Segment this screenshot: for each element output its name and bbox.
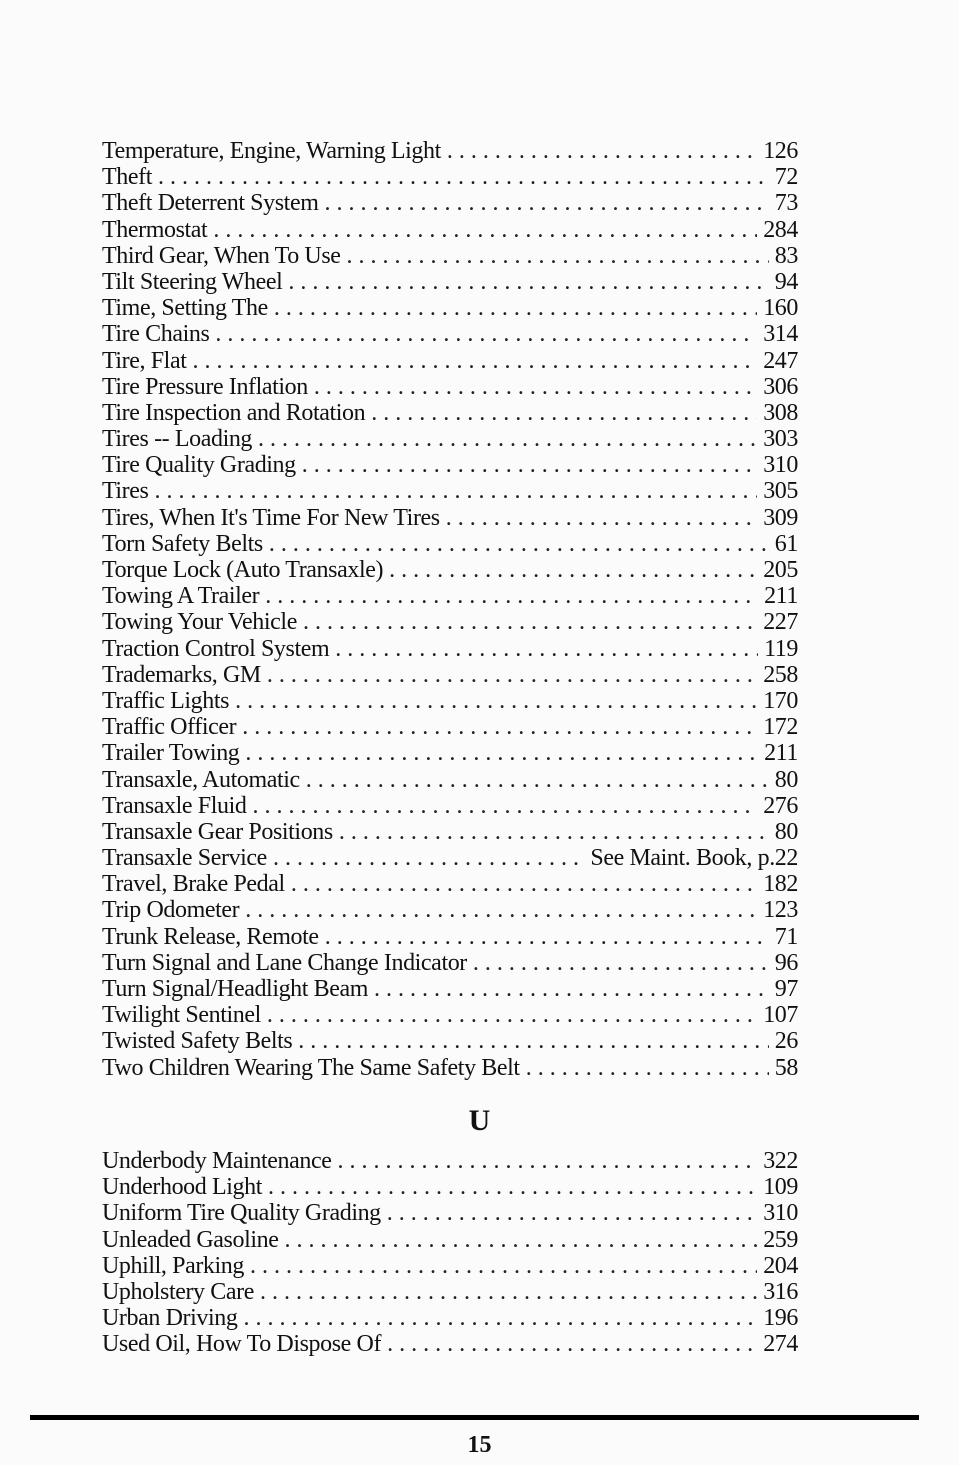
entry-page: 97 xyxy=(774,976,798,1002)
entry-page: 308 xyxy=(763,399,798,426)
index-entry xyxy=(102,1331,798,1357)
entry-page: 322 xyxy=(763,1148,798,1174)
entry-label: Transaxle Fluid xyxy=(102,792,247,819)
entry-page: 96 xyxy=(774,949,798,976)
entry-label: Tire Pressure Inflation xyxy=(102,373,308,400)
entry-label: Time, Setting The xyxy=(102,295,268,322)
entry-page: 276 xyxy=(763,792,798,819)
index-entry xyxy=(102,1028,798,1054)
index-entry xyxy=(102,793,798,819)
index-entry xyxy=(102,1253,798,1279)
index-entry xyxy=(102,164,798,190)
entry-page: 71 xyxy=(774,923,798,950)
entry-label: Temperature, Engine, Warning Light xyxy=(102,138,441,164)
index-entry xyxy=(102,1002,798,1028)
entry-page: 205 xyxy=(763,557,798,583)
entry-page: 94 xyxy=(774,268,798,295)
dot-leader xyxy=(260,1279,757,1305)
index-entry xyxy=(102,845,798,871)
index-entry xyxy=(102,190,798,216)
dot-leader xyxy=(325,924,769,950)
dot-leader xyxy=(274,295,757,321)
entry-label: Tire Chains xyxy=(102,321,210,348)
dot-leader xyxy=(347,243,769,269)
entry-label: Turn Signal and Lane Change Indicator xyxy=(102,949,467,976)
dot-leader xyxy=(245,740,758,766)
dot-leader xyxy=(302,452,757,478)
entry-page: 80 xyxy=(774,818,798,845)
dot-leader xyxy=(215,321,757,347)
entry-label: Turn Signal/Headlight Beam xyxy=(102,976,369,1002)
index-entry xyxy=(102,688,798,714)
dot-leader xyxy=(267,1002,757,1028)
dot-leader xyxy=(447,138,757,164)
index-entry xyxy=(102,321,798,347)
entry-label: Travel, Brake Pedal xyxy=(102,871,285,898)
entry-label: Tires xyxy=(102,478,149,505)
entry-page: 306 xyxy=(763,373,798,400)
entry-label: Torn Safety Belts xyxy=(102,530,263,557)
index-entry xyxy=(102,348,798,374)
entry-label: Trademarks, GM xyxy=(102,661,261,688)
entry-page: 160 xyxy=(763,295,798,322)
entry-label: Thermostat xyxy=(102,216,208,243)
entry-label: Tires, When It's Time For New Tires xyxy=(102,504,440,531)
entry-page: 26 xyxy=(774,1028,798,1055)
index-entry xyxy=(102,426,798,452)
dot-leader xyxy=(298,1028,769,1054)
entry-label: Transaxle, Automatic xyxy=(102,766,300,793)
entry-label: Towing Your Vehicle xyxy=(102,609,297,636)
index-entry xyxy=(102,531,798,557)
dot-leader xyxy=(243,1305,757,1331)
index-entry xyxy=(102,976,798,1002)
entry-page: 80 xyxy=(774,766,798,793)
entry-label: Trunk Release, Remote xyxy=(102,923,319,950)
entry-label: Two Children Wearing The Same Safety Belt xyxy=(102,1054,520,1081)
entry-page: See Maint. Book, p.22 xyxy=(590,845,798,872)
dot-leader xyxy=(526,1055,769,1081)
index-entry xyxy=(102,1227,798,1253)
entry-label: Towing A Trailer xyxy=(102,583,260,610)
dot-leader xyxy=(269,531,769,557)
entry-page: 274 xyxy=(763,1331,798,1358)
entry-page: 182 xyxy=(763,871,798,898)
entry-label: Uniform Tire Quality Grading xyxy=(102,1200,381,1227)
dot-leader xyxy=(306,767,769,793)
dot-leader xyxy=(387,1200,757,1226)
dot-leader xyxy=(258,426,757,452)
entry-label: Traffic Officer xyxy=(102,714,237,741)
entry-label: Tire Quality Grading xyxy=(102,452,296,479)
index-entry xyxy=(102,1200,798,1226)
entry-label: Tires -- Loading xyxy=(102,426,253,453)
dot-leader xyxy=(339,819,769,845)
entry-label: Tire Inspection and Rotation xyxy=(102,399,366,426)
footer-rule xyxy=(30,1415,919,1420)
dot-leader xyxy=(245,897,757,923)
index-list-t xyxy=(102,138,798,1081)
index-entry xyxy=(102,767,798,793)
index-entry xyxy=(102,243,798,269)
section-heading-u: U xyxy=(468,1104,491,1137)
dot-leader xyxy=(446,505,757,531)
index-entry xyxy=(102,400,798,426)
entry-page: 126 xyxy=(763,138,798,164)
entry-page: 309 xyxy=(763,504,798,531)
entry-label: Traffic Lights xyxy=(102,687,230,714)
entry-page: 303 xyxy=(763,426,798,453)
dot-leader xyxy=(235,688,757,714)
entry-page: 61 xyxy=(774,530,798,557)
index-entry xyxy=(102,1055,798,1081)
dot-leader xyxy=(242,714,757,740)
entry-label: Theft xyxy=(102,164,152,191)
entry-page: 119 xyxy=(764,635,798,662)
entry-page: 227 xyxy=(763,609,798,636)
entry-page: 316 xyxy=(763,1278,798,1305)
index-entry xyxy=(102,505,798,531)
dot-leader xyxy=(389,557,757,583)
dot-leader xyxy=(314,374,757,400)
page-number: 15 xyxy=(467,1432,492,1458)
index-entry xyxy=(102,609,798,635)
dot-leader xyxy=(158,164,769,190)
entry-page: 305 xyxy=(763,478,798,505)
index-entry xyxy=(102,217,798,243)
entry-label: Tilt Steering Wheel xyxy=(102,268,283,295)
entry-page: 211 xyxy=(764,740,798,767)
dot-leader xyxy=(291,871,757,897)
entry-page: 314 xyxy=(763,321,798,348)
dot-leader xyxy=(154,478,757,504)
entry-page: 107 xyxy=(763,1002,798,1029)
index-entry xyxy=(102,819,798,845)
index-entry xyxy=(102,950,798,976)
entry-page: 284 xyxy=(763,216,798,243)
entry-page: 196 xyxy=(763,1305,798,1332)
entry-label: Underbody Maintenance xyxy=(102,1148,332,1174)
index-entry xyxy=(102,714,798,740)
entry-label: Upholstery Care xyxy=(102,1278,254,1305)
entry-page: 310 xyxy=(763,452,798,479)
entry-label: Urban Driving xyxy=(102,1305,238,1332)
entry-label: Torque Lock (Auto Transaxle) xyxy=(102,557,384,583)
entry-page: 172 xyxy=(763,714,798,741)
entry-label: Underhood Light xyxy=(102,1174,262,1201)
dot-leader xyxy=(268,1174,757,1200)
dot-leader xyxy=(267,662,757,688)
dot-leader xyxy=(284,1227,757,1253)
entry-label: Used Oil, How To Dispose Of xyxy=(102,1331,382,1358)
index-entry xyxy=(102,138,798,164)
dot-leader xyxy=(387,1331,757,1357)
dot-leader xyxy=(288,269,768,295)
entry-label: Transaxle Service xyxy=(102,845,267,872)
index-entry xyxy=(102,636,798,662)
entry-page: 247 xyxy=(763,347,798,374)
dot-leader xyxy=(338,1148,758,1174)
dot-leader xyxy=(324,190,768,216)
entry-page: 58 xyxy=(774,1054,798,1081)
index-entry xyxy=(102,1279,798,1305)
dot-leader xyxy=(265,583,758,609)
entry-label: Theft Deterrent System xyxy=(102,190,319,217)
index-list-u xyxy=(102,1148,798,1358)
index-entry xyxy=(102,662,798,688)
entry-label: Transaxle Gear Positions xyxy=(102,818,333,845)
index-entry xyxy=(102,374,798,400)
index-entry xyxy=(102,1148,798,1174)
entry-label: Twisted Safety Belts xyxy=(102,1028,293,1055)
dot-leader xyxy=(213,217,757,243)
index-entry xyxy=(102,897,798,923)
entry-page: 83 xyxy=(774,242,798,269)
entry-label: Traction Control System xyxy=(102,635,330,662)
entry-label: Uphill, Parking xyxy=(102,1252,244,1279)
dot-leader xyxy=(250,1253,757,1279)
entry-page: 310 xyxy=(763,1200,798,1227)
entry-page: 109 xyxy=(763,1174,798,1201)
dot-leader xyxy=(335,636,758,662)
entry-label: Trailer Towing xyxy=(102,740,240,767)
dot-leader xyxy=(374,976,769,1002)
dot-leader xyxy=(303,609,757,635)
index-entry xyxy=(102,269,798,295)
entry-label: Third Gear, When To Use xyxy=(102,242,341,269)
dot-leader xyxy=(371,400,757,426)
entry-page: 72 xyxy=(774,164,798,191)
index-entry xyxy=(102,1174,798,1200)
entry-page: 259 xyxy=(763,1226,798,1253)
entry-label: Unleaded Gasoline xyxy=(102,1226,279,1253)
index-entry xyxy=(102,295,798,321)
index-entry xyxy=(102,1305,798,1331)
dot-leader xyxy=(252,793,757,819)
index-entry xyxy=(102,583,798,609)
entry-page: 170 xyxy=(763,687,798,714)
entry-page: 73 xyxy=(774,190,798,217)
entry-label: Tire, Flat xyxy=(102,347,187,374)
index-entry xyxy=(102,871,798,897)
dot-leader xyxy=(473,950,769,976)
entry-page: 258 xyxy=(763,661,798,688)
dot-leader xyxy=(192,348,757,374)
index-entry xyxy=(102,557,798,583)
index-entry xyxy=(102,478,798,504)
entry-page: 204 xyxy=(763,1252,798,1279)
entry-label: Twilight Sentinel xyxy=(102,1002,261,1029)
entry-page: 123 xyxy=(763,897,798,924)
entry-label: Trip Odometer xyxy=(102,897,240,924)
dot-leader xyxy=(273,845,584,871)
index-entry xyxy=(102,924,798,950)
index-entry xyxy=(102,452,798,478)
entry-page: 211 xyxy=(764,583,798,610)
index-entry xyxy=(102,740,798,766)
